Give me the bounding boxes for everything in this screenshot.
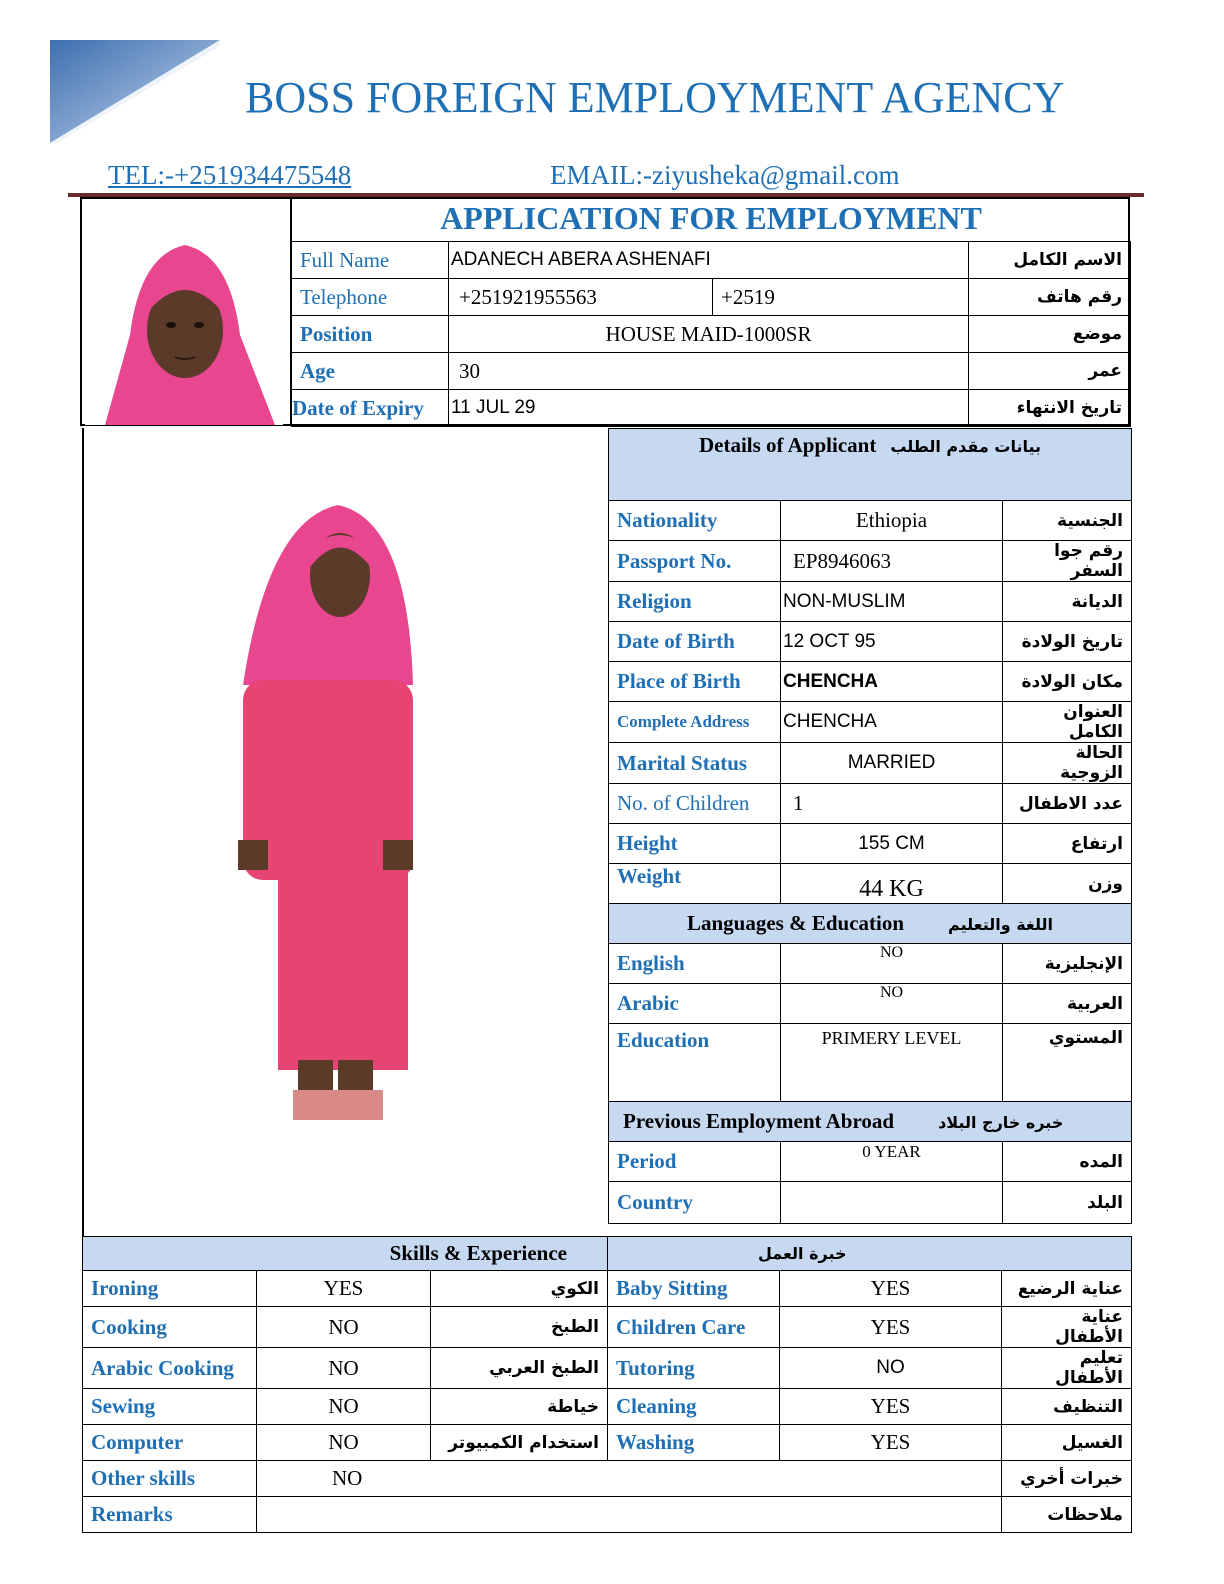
dob-value: 12 OCT 95 bbox=[781, 622, 1003, 662]
row-weight bbox=[609, 864, 1132, 904]
nationality-ar: الجنسية bbox=[1003, 501, 1132, 541]
telephone-value: +251921955563 bbox=[449, 279, 713, 316]
skill-children-care-label: Children Care bbox=[608, 1307, 780, 1348]
skill-baby-sitting-label: Baby Sitting bbox=[608, 1271, 780, 1307]
country-label: Country bbox=[609, 1182, 781, 1224]
skill-ironing-value: YES bbox=[257, 1271, 431, 1307]
row-nationality bbox=[609, 501, 1132, 541]
skill-ironing-label: Ironing bbox=[83, 1271, 257, 1307]
previous-title: Previous Employment Abroad bbox=[623, 1109, 895, 1133]
languages-title: Languages & Education bbox=[687, 911, 905, 935]
top-fields-table bbox=[291, 241, 1131, 427]
row-arabic bbox=[609, 984, 1132, 1024]
religion-label: Religion bbox=[609, 582, 781, 622]
passport-value: EP8946063 bbox=[781, 541, 1003, 582]
position-label: Position bbox=[292, 316, 449, 353]
row-dob bbox=[609, 622, 1132, 662]
details-table bbox=[608, 428, 1132, 1224]
skills-row bbox=[83, 1425, 1132, 1461]
religion-value: NON-MUSLIM bbox=[781, 582, 1003, 622]
address-label: Complete Address bbox=[609, 702, 781, 743]
row-religion bbox=[609, 582, 1132, 622]
previous-header bbox=[609, 1102, 1132, 1142]
passport-ar: رقم جوا السفر bbox=[1003, 541, 1132, 582]
form-title: APPLICATION FOR EMPLOYMENT bbox=[440, 200, 982, 236]
dob-ar: تاريخ الولادة bbox=[1003, 622, 1132, 662]
skill-cooking-label: Cooking bbox=[83, 1307, 257, 1348]
row-children bbox=[609, 784, 1132, 824]
skill-cooking-ar: الطبخ bbox=[431, 1307, 608, 1348]
period-value: 0 YEAR bbox=[781, 1142, 1003, 1182]
skill-tutoring-ar: تعليم الأطفال bbox=[1002, 1348, 1132, 1389]
skill-tutoring-label: Tutoring bbox=[608, 1348, 780, 1389]
full-name-value: ADANECH ABERA ASHENAFI bbox=[449, 242, 969, 279]
skills-title: Skills & Experience bbox=[389, 1241, 567, 1265]
other-skills-label: Other skills bbox=[83, 1461, 257, 1497]
remarks-ar: ملاحظات bbox=[1002, 1497, 1132, 1533]
row-height bbox=[609, 824, 1132, 864]
marital-label: Marital Status bbox=[609, 743, 781, 784]
row-address bbox=[609, 702, 1132, 743]
skills-title-ar: خبرة العمل bbox=[758, 1243, 847, 1263]
applicant-full-photo bbox=[238, 500, 418, 1125]
arabic-value: NO bbox=[781, 984, 1003, 1024]
height-value: 155 CM bbox=[781, 824, 1003, 864]
skill-tutoring-value: NO bbox=[780, 1348, 1002, 1389]
skills-row bbox=[83, 1307, 1132, 1348]
skill-baby-sitting-value: YES bbox=[780, 1271, 1002, 1307]
telephone-label: Telephone bbox=[292, 279, 449, 316]
row-age bbox=[292, 353, 1131, 390]
expiry-value: 11 JUL 29 bbox=[449, 390, 969, 427]
skill-computer-value: NO bbox=[257, 1425, 431, 1461]
skill-washing-value: YES bbox=[780, 1425, 1002, 1461]
dob-label: Date of Birth bbox=[609, 622, 781, 662]
period-ar: المده bbox=[1003, 1142, 1132, 1182]
remarks-label: Remarks bbox=[83, 1497, 257, 1533]
skill-washing-ar: الغسيل bbox=[1002, 1425, 1132, 1461]
skill-computer-label: Computer bbox=[83, 1425, 257, 1461]
marital-value: MARRIED bbox=[781, 743, 1003, 784]
children-ar: عدد الاطفال bbox=[1003, 784, 1132, 824]
row-english bbox=[609, 944, 1132, 984]
skill-cleaning-label: Cleaning bbox=[608, 1389, 780, 1425]
other-skills-ar: خبرات أخري bbox=[1002, 1461, 1132, 1497]
applicant-headshot bbox=[85, 245, 283, 425]
skill-sewing-ar: خياطة bbox=[431, 1389, 608, 1425]
other-skills-value: NO bbox=[257, 1461, 1002, 1497]
skills-header bbox=[83, 1237, 1132, 1271]
row-education bbox=[609, 1024, 1132, 1102]
children-value: 1 bbox=[781, 784, 1003, 824]
row-passport bbox=[609, 541, 1132, 582]
row-period bbox=[609, 1142, 1132, 1182]
row-position bbox=[292, 316, 1131, 353]
previous-title-ar: خبره خارج البلاد bbox=[938, 1113, 1064, 1132]
expiry-label: Date of Expiry bbox=[292, 390, 449, 427]
telephone-ar: رقم هاتف bbox=[969, 279, 1131, 316]
weight-value: 44 KG bbox=[781, 864, 1003, 904]
skill-computer-ar: استخدام الكمبيوتر bbox=[431, 1425, 608, 1461]
skill-cleaning-ar: التنظيف bbox=[1002, 1389, 1132, 1425]
country-ar: البلد bbox=[1003, 1182, 1132, 1224]
skill-washing-label: Washing bbox=[608, 1425, 780, 1461]
pob-label: Place of Birth bbox=[609, 662, 781, 702]
row-full-name bbox=[292, 242, 1131, 279]
row-telephone bbox=[292, 279, 1131, 316]
row-marital bbox=[609, 743, 1132, 784]
education-value: PRIMERY LEVEL bbox=[781, 1024, 1003, 1102]
skill-cleaning-value: YES bbox=[780, 1389, 1002, 1425]
address-ar: العنوان الكامل bbox=[1003, 702, 1132, 743]
age-label: Age bbox=[292, 353, 449, 390]
age-ar: عمر bbox=[969, 353, 1131, 390]
skill-arabic-cooking-ar: الطبخ العربي bbox=[431, 1348, 608, 1389]
height-ar: ارتفاع bbox=[1003, 824, 1132, 864]
english-ar: الإنجليزية bbox=[1003, 944, 1132, 984]
weight-label: Weight bbox=[609, 864, 781, 904]
languages-header bbox=[609, 904, 1132, 944]
details-title-ar: بيانات مقدم الطلب bbox=[890, 437, 1042, 456]
period-label: Period bbox=[609, 1142, 781, 1182]
skill-baby-sitting-ar: عناية الرضيع bbox=[1002, 1271, 1132, 1307]
education-label: Education bbox=[609, 1024, 781, 1102]
skill-arabic-cooking-value: NO bbox=[257, 1348, 431, 1389]
full-name-ar: الاسم الكامل bbox=[969, 242, 1131, 279]
pob-value: CHENCHA bbox=[781, 662, 1003, 702]
english-value: NO bbox=[781, 944, 1003, 984]
country-value bbox=[781, 1182, 1003, 1224]
position-ar: موضع bbox=[969, 316, 1131, 353]
age-value: 30 bbox=[449, 353, 969, 390]
remarks-row bbox=[83, 1497, 1132, 1533]
pob-ar: مكان الولادة bbox=[1003, 662, 1132, 702]
skills-table bbox=[82, 1236, 1132, 1533]
agency-tel[interactable]: TEL:-+251934475548 bbox=[108, 160, 352, 190]
languages-title-ar: اللغة والتعليم bbox=[948, 915, 1053, 934]
details-title: Details of Applicant bbox=[698, 433, 877, 457]
expiry-ar: تاريخ الانتهاء bbox=[969, 390, 1131, 427]
arabic-label: Arabic bbox=[609, 984, 781, 1024]
skill-sewing-value: NO bbox=[257, 1389, 431, 1425]
full-name-label: Full Name bbox=[292, 242, 449, 279]
nationality-label: Nationality bbox=[609, 501, 781, 541]
details-header bbox=[609, 429, 1132, 501]
agency-email[interactable]: EMAIL:-ziyusheka@gmail.com bbox=[550, 160, 900, 190]
other-skills-row bbox=[83, 1461, 1132, 1497]
row-expiry bbox=[292, 390, 1131, 427]
remarks-value bbox=[257, 1497, 1002, 1533]
passport-label: Passport No. bbox=[609, 541, 781, 582]
children-label: No. of Children bbox=[609, 784, 781, 824]
skills-row bbox=[83, 1389, 1132, 1425]
marital-ar: الحالة الزوجية bbox=[1003, 743, 1132, 784]
weight-ar: وزن bbox=[1003, 864, 1132, 904]
skill-children-care-value: YES bbox=[780, 1307, 1002, 1348]
skill-children-care-ar: عناية الأطفال bbox=[1002, 1307, 1132, 1348]
skill-sewing-label: Sewing bbox=[83, 1389, 257, 1425]
skill-ironing-ar: الكوي bbox=[431, 1271, 608, 1307]
agency-name: BOSS FOREIGN EMPLOYMENT AGENCY bbox=[245, 73, 1065, 122]
nationality-value: Ethiopia bbox=[781, 501, 1003, 541]
skill-arabic-cooking-label: Arabic Cooking bbox=[83, 1348, 257, 1389]
arabic-ar: العربية bbox=[1003, 984, 1132, 1024]
telephone-value-2: +2519 bbox=[713, 279, 969, 316]
agency-logo bbox=[45, 38, 225, 148]
position-value: HOUSE MAID-1000SR bbox=[449, 316, 969, 353]
english-label: English bbox=[609, 944, 781, 984]
address-value: CHENCHA bbox=[781, 702, 1003, 743]
skills-row bbox=[83, 1271, 1132, 1307]
religion-ar: الديانة bbox=[1003, 582, 1132, 622]
row-pob bbox=[609, 662, 1132, 702]
row-country bbox=[609, 1182, 1132, 1224]
skills-row bbox=[83, 1348, 1132, 1389]
skill-cooking-value: NO bbox=[257, 1307, 431, 1348]
height-label: Height bbox=[609, 824, 781, 864]
education-ar: المستوي bbox=[1003, 1024, 1132, 1102]
